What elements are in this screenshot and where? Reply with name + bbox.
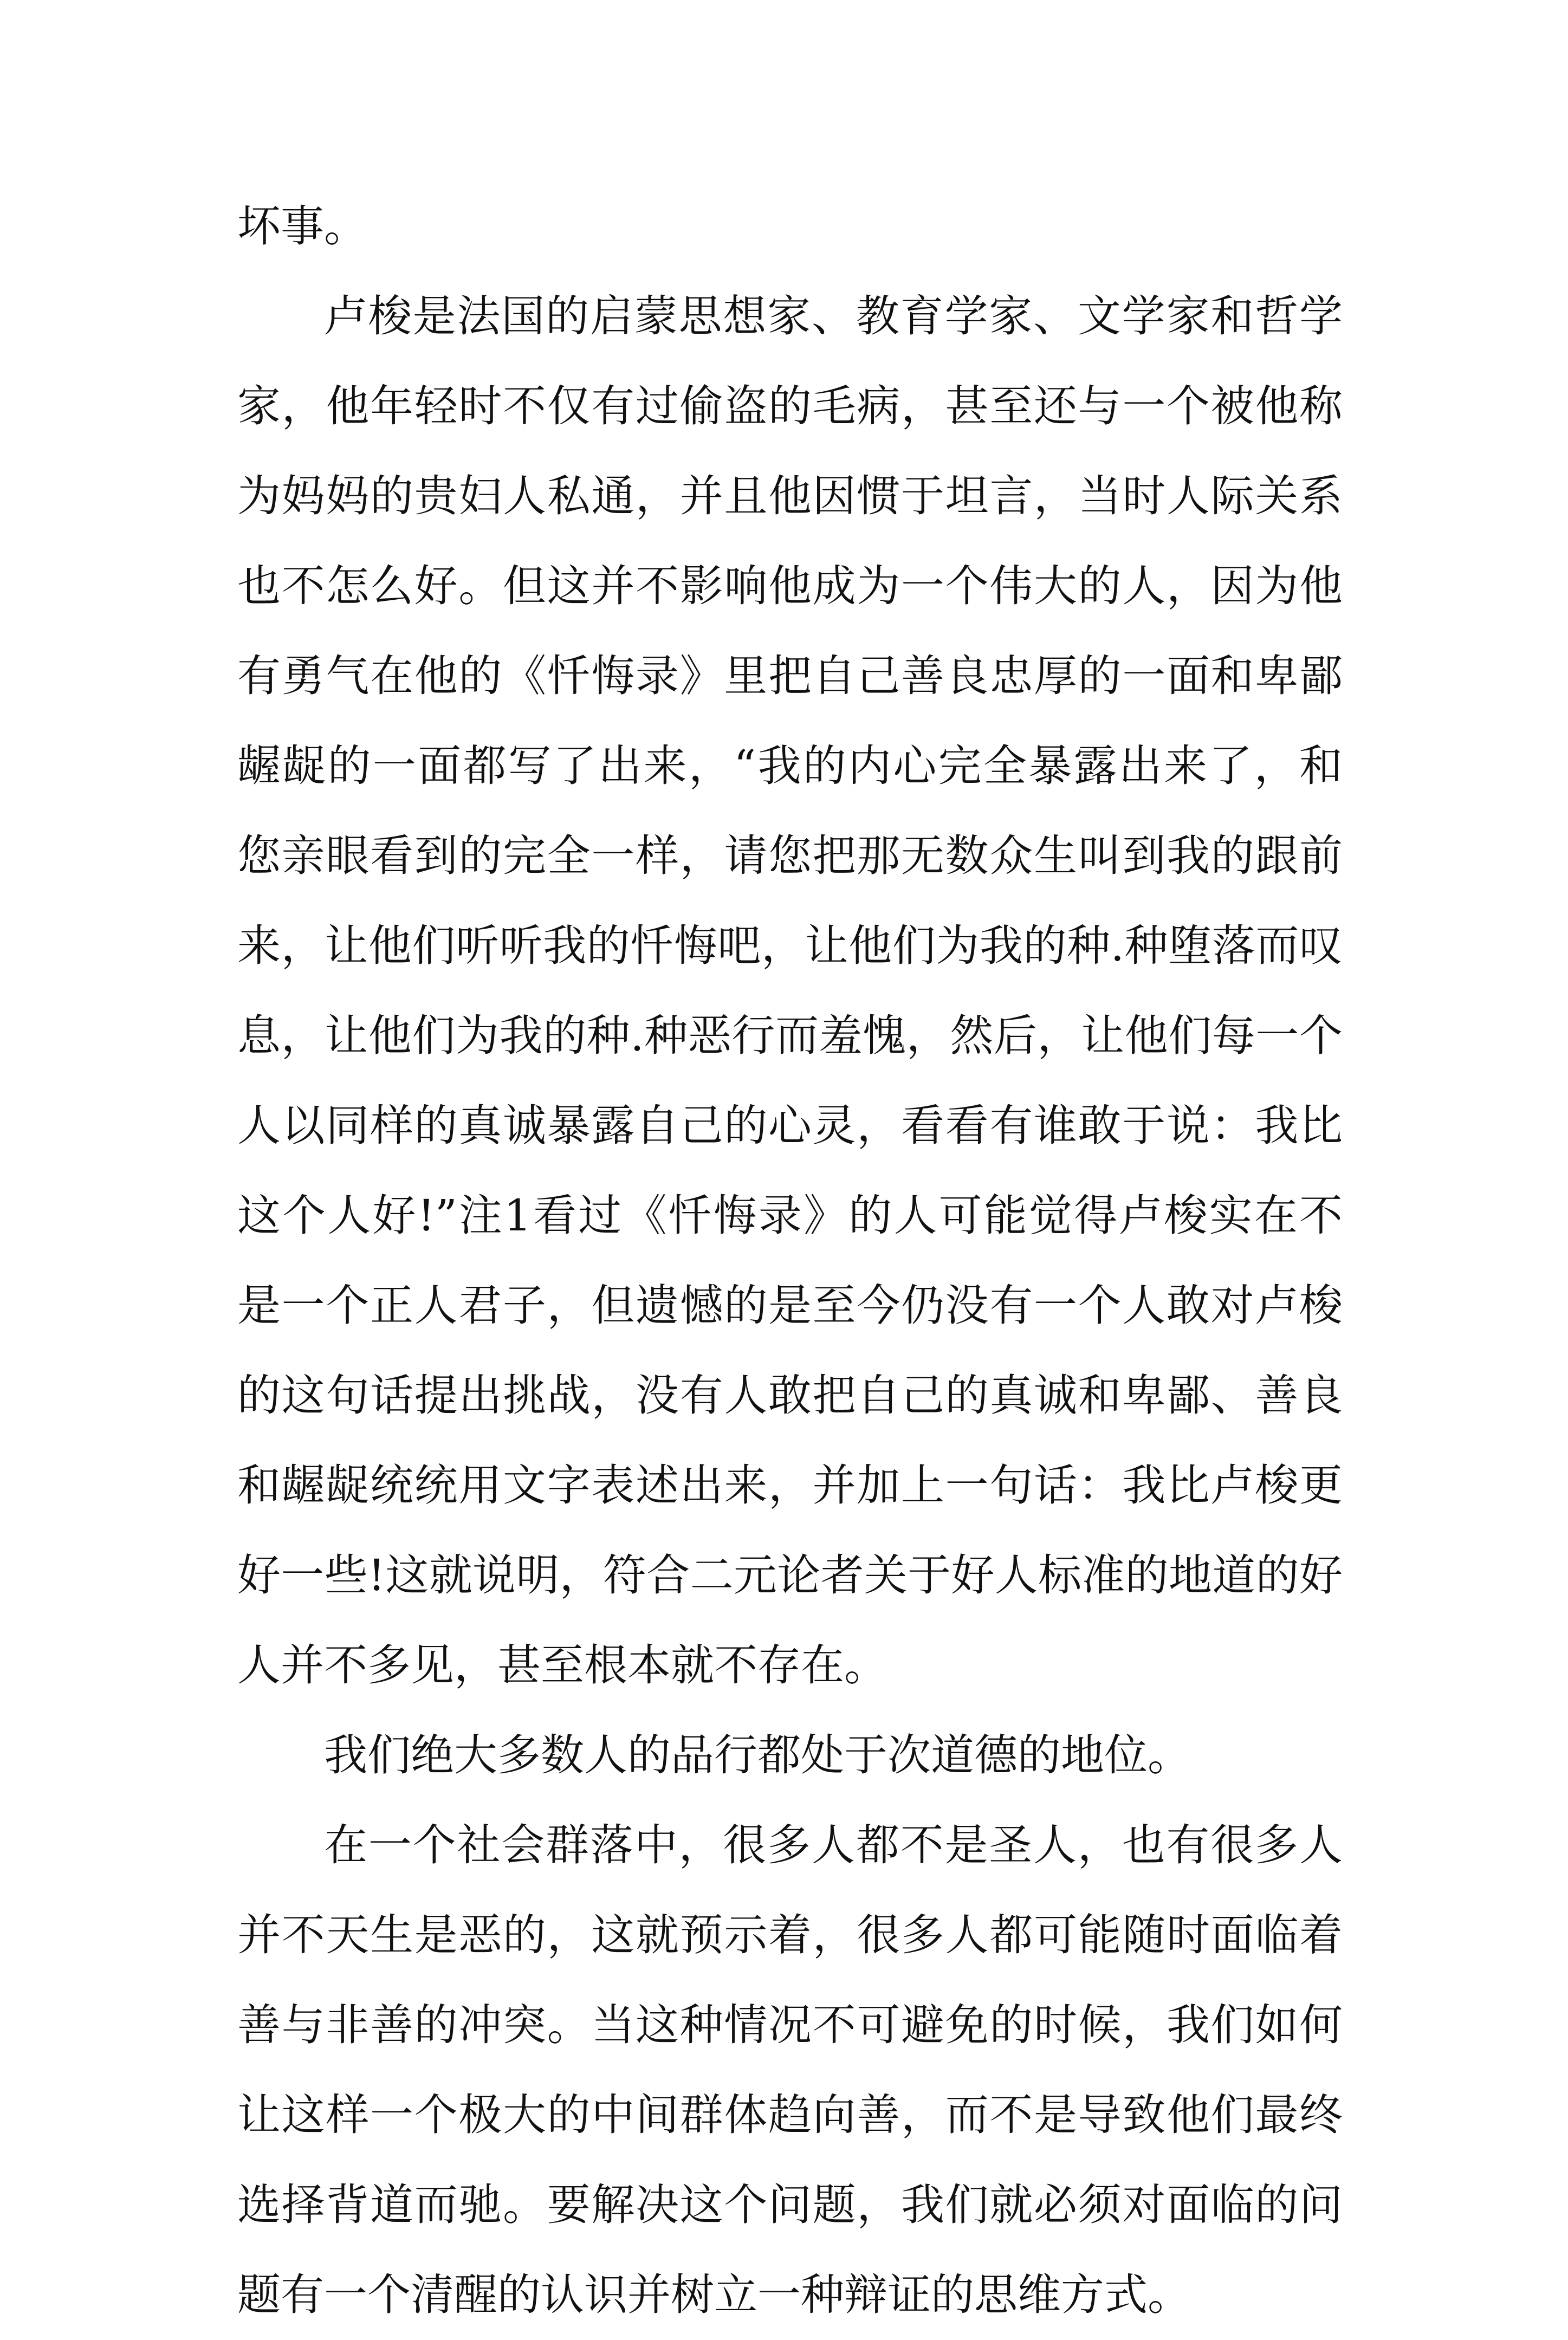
body-text — [237, 182, 1343, 2340]
paragraph-social-group: 在一个社会群落中，很多人都不是圣人，也有很多人并不天生是恶的，这就预示着，很多人都可能随时面临着善与非善的冲突。当这种情况不可避免的时候，我们如何让这样一个极大的中间群体趋向善，而不是导致他们最终选择背道而驰。要解决这个问题，我们就必须对面临的问题有一个清醒的认识并树立一种辩证的思维方式。 — [237, 1820, 1343, 2320]
paragraph-rousseau: 卢梭是法国的启蒙思想家、教育学家、文学家和哲学家，他年轻时不仅有过偷盗的毛病，甚至还与一个被他称为妈妈的贵妇人私通，并且他因惯于坦言，当时人际关系也不怎么好。但这并不影响他成为一个伟大的人，因为他有勇气在他的《忏悔录》里把自己善良忠厚的一面和卑鄙龌龊的一面都写了出来，“我的内心完全暴露出来了，和您亲眼看到的完全一样，请您把那无数众生叫到我的跟前来，让他们听听我的忏悔吧，让他们为我的种.种堕落而叹息，让他们为我的种.种恶行而羞愧，然后，让他们每一个人以同样的真诚暴露自己的心灵，看看有谁敢于说：我比这个人好!”注1看过《忏悔录》的人可能觉得卢梭实在不是一个正人君子，但遗憾的是至今仍没有一个人敢对卢梭的这句话提出挑战，没有人敢把自己的真诚和卑鄙、善良和龌龊统统用文字表述出来，并加上一句话：我比卢梭更好一些!这就说明，符合二元论者关于好人标准的地道的好人并不多见，甚至根本就不存在。 — [237, 291, 1343, 1690]
paragraph-sub-morality: 我们绝大多数人的品行都处于次道德的地位。 — [324, 1730, 1191, 1780]
paragraph-continuation: 坏事。 — [237, 201, 367, 251]
